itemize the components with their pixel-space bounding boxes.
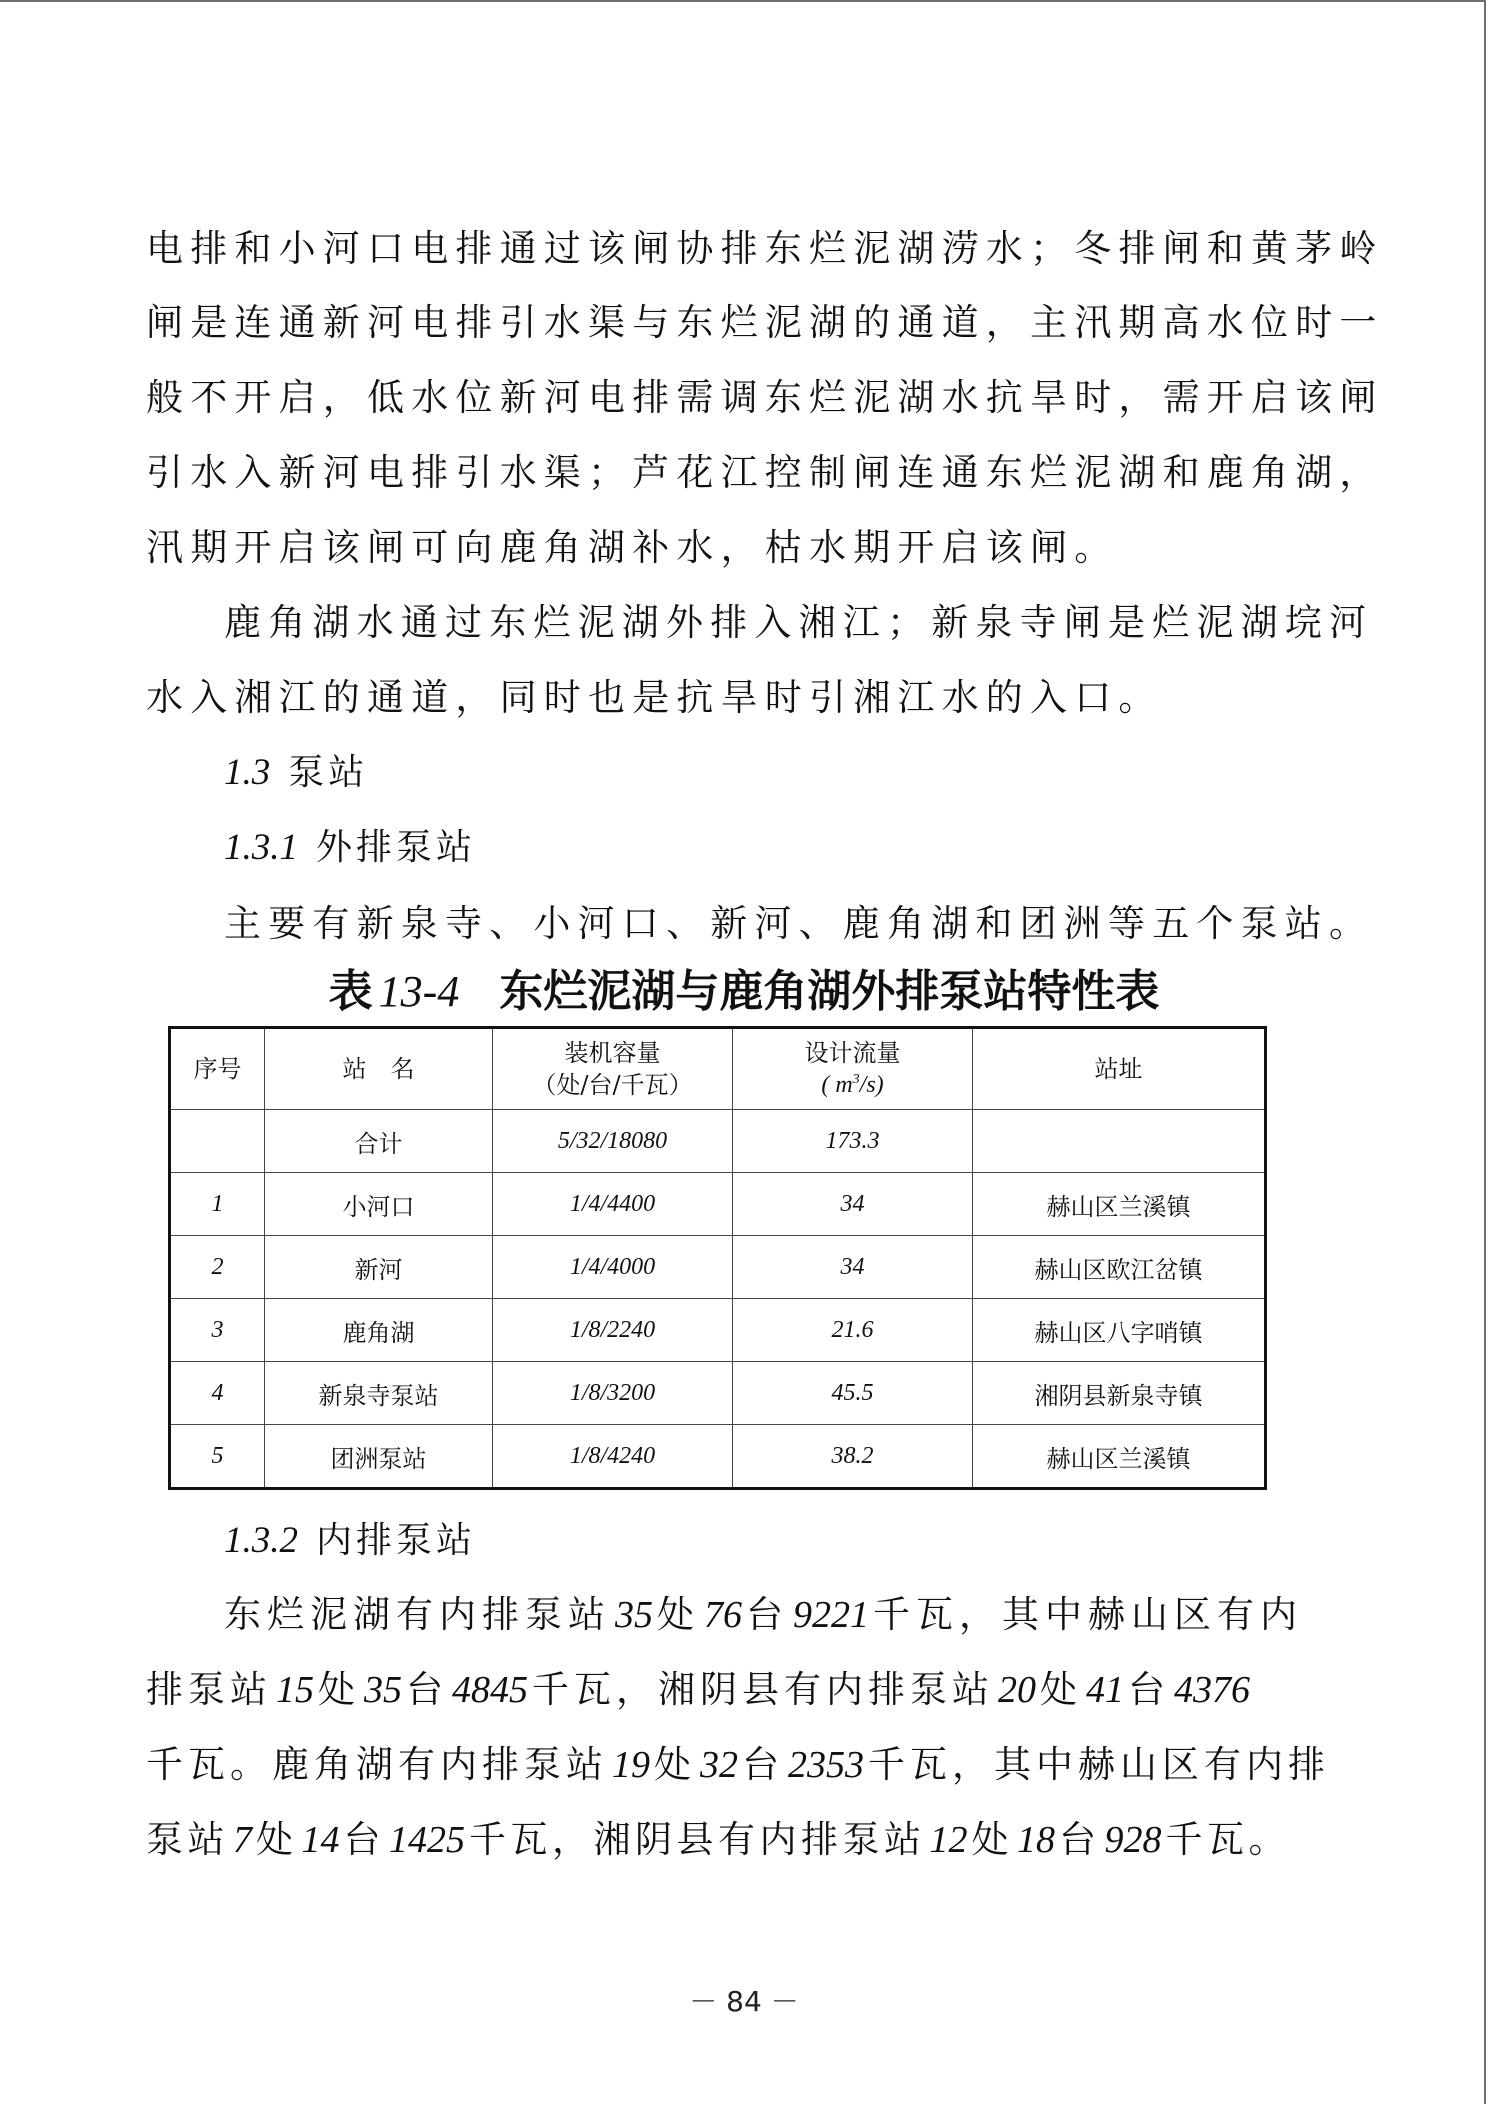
cell-seq: 2 [170, 1236, 265, 1299]
section-number: 1.3.1 [224, 827, 298, 868]
header-capacity-unit: （处/台/千瓦） [532, 1071, 693, 1099]
section-number: 1.3.2 [224, 1520, 298, 1561]
number-run: 7 [233, 1819, 252, 1861]
table-caption [0, 966, 1488, 1017]
header-capacity-title: 装机容量 [564, 1038, 661, 1067]
caption-label: 表 [328, 966, 373, 1017]
section-title: 内排泵站 [316, 1520, 477, 1561]
number-run: 35 [364, 1669, 402, 1711]
number-run: 15 [276, 1669, 314, 1711]
cell-flow: 38.2 [733, 1425, 973, 1489]
inner-pump-line-4 [146, 1818, 1290, 1861]
cell-site: 赫山区兰溪镇 [973, 1173, 1266, 1236]
text-run: 千瓦，湘阴县有内排泵站 [469, 1818, 926, 1861]
outer-pump-intro: 主要有新泉寺、小河口、新河、鹿角湖和团洲等五个泵站。 [224, 902, 1374, 945]
text-run: 千瓦。 [1165, 1818, 1290, 1861]
number-run: 2353 [788, 1744, 864, 1786]
text-run: 千瓦，湘阴县有内排泵站 [532, 1668, 994, 1711]
cell-name: 新泉寺泵站 [265, 1362, 493, 1425]
inner-pump-line-1 [224, 1593, 1303, 1636]
text-run: 处 [256, 1818, 298, 1861]
text-run: 千瓦，其中赫山区有内排 [868, 1743, 1330, 1786]
number-run: 35 [615, 1594, 653, 1636]
cell-flow: 34 [733, 1236, 973, 1299]
cell-seq: 4 [170, 1362, 265, 1425]
header-flow-unit [733, 1069, 972, 1101]
header-capacity [493, 1028, 733, 1110]
paragraph-1-line-2: 闸是连通新河电排引水渠与东烂泥湖的通道，主汛期高水位时一 [146, 301, 1384, 344]
text-run: 台 [1128, 1668, 1170, 1711]
cell-seq: 3 [170, 1299, 265, 1362]
cell-flow: 21.6 [733, 1299, 973, 1362]
cell-seq: 5 [170, 1425, 265, 1489]
text-run: 处 [654, 1743, 696, 1786]
number-run: 14 [301, 1819, 340, 1861]
number-run: 18 [1017, 1819, 1055, 1861]
table-row [170, 1425, 1266, 1489]
table-row-total [170, 1110, 1266, 1173]
header-name: 站 名 [265, 1028, 493, 1110]
cell-site [973, 1110, 1266, 1173]
cell-flow: 34 [733, 1173, 973, 1236]
number-run: 20 [998, 1669, 1036, 1711]
text-run: 处 [657, 1593, 700, 1636]
cell-site: 赫山区兰溪镇 [973, 1425, 1266, 1489]
caption-number: 13-4 [378, 967, 460, 1016]
text-run: 千瓦。鹿角湖有内排泵站 [146, 1743, 608, 1786]
number-run: 1425 [389, 1819, 465, 1861]
table-row [170, 1362, 1266, 1425]
text-run: 处 [318, 1668, 360, 1711]
paragraph-1-line-3: 般不开启，低水位新河电排需调东烂泥湖水抗旱时，需开启该闸 [146, 376, 1384, 419]
flow-unit-open: ( m [821, 1072, 853, 1098]
cell-name: 团洲泵站 [265, 1425, 493, 1489]
cell-flow: 173.3 [733, 1110, 973, 1173]
section-heading-1-3-1 [224, 829, 476, 866]
section-title: 泵站 [288, 752, 369, 793]
cell-seq: 1 [170, 1173, 265, 1236]
caption-title: 东烂泥湖与鹿角湖外排泵站特性表 [499, 966, 1160, 1017]
number-run: 4845 [452, 1669, 528, 1711]
number-run: 4376 [1174, 1669, 1250, 1711]
text-run: 处 [1040, 1668, 1082, 1711]
header-site: 站址 [973, 1028, 1266, 1110]
cell-name: 合计 [265, 1110, 493, 1173]
cell-site: 湘阴县新泉寺镇 [973, 1362, 1266, 1425]
cell-name: 新河 [265, 1236, 493, 1299]
number-run: 41 [1086, 1669, 1124, 1711]
cell-capacity: 1/8/4240 [493, 1425, 733, 1489]
text-run: 台 [406, 1668, 448, 1711]
paragraph-1-line-5: 汛期开启该闸可向鹿角湖补水，枯水期开启该闸。 [146, 526, 1119, 569]
text-run: 千瓦，其中赫山区有内 [873, 1593, 1303, 1636]
flow-unit-close: /s) [859, 1072, 884, 1098]
table-row [170, 1236, 1266, 1299]
number-run: 19 [612, 1744, 650, 1786]
text-run: 台 [742, 1743, 784, 1786]
paragraph-2-line-2: 水入湘江的通道，同时也是抗旱时引湘江水的入口。 [146, 676, 1163, 719]
table-row [170, 1299, 1266, 1362]
text-run: 东烂泥湖有内排泵站 [224, 1593, 611, 1636]
cell-capacity: 5/32/18080 [493, 1110, 733, 1173]
inner-pump-line-3 [146, 1743, 1330, 1786]
number-run: 12 [929, 1819, 968, 1861]
number-run: 76 [704, 1594, 742, 1636]
text-run: 台 [1059, 1818, 1101, 1861]
paragraph-1-line-1: 电排和小河口电排通过该闸协排东烂泥湖涝水；冬排闸和黄茅岭 [146, 227, 1384, 270]
cell-capacity: 1/4/4400 [493, 1173, 733, 1236]
cell-flow: 45.5 [733, 1362, 973, 1425]
cell-site: 赫山区八字哨镇 [973, 1299, 1266, 1362]
number-run: 928 [1104, 1819, 1162, 1861]
text-run: 处 [971, 1818, 1013, 1861]
text-run: 泵站 [146, 1818, 229, 1861]
section-heading-1-3 [224, 754, 368, 791]
cell-name: 小河口 [265, 1173, 493, 1236]
section-heading-1-3-2 [224, 1522, 476, 1559]
header-flow [733, 1028, 973, 1110]
inner-pump-line-2 [146, 1668, 1254, 1711]
cell-capacity: 1/8/2240 [493, 1299, 733, 1362]
text-run: 排泵站 [146, 1668, 272, 1711]
section-title: 外排泵站 [316, 827, 477, 868]
cell-seq [170, 1110, 265, 1173]
header-flow-title: 设计流量 [804, 1038, 901, 1067]
cell-site: 赫山区欧江岔镇 [973, 1236, 1266, 1299]
number-run: 32 [700, 1744, 738, 1786]
cell-capacity: 1/8/3200 [493, 1362, 733, 1425]
text-run: 台 [343, 1818, 385, 1861]
page-number: － 84 － [689, 1985, 799, 2018]
paragraph-2-line-1: 鹿角湖水通过东烂泥湖外排入湘江；新泉寺闸是烂泥湖垸河 [224, 601, 1374, 644]
cell-name: 鹿角湖 [265, 1299, 493, 1362]
paragraph-1-line-4: 引水入新河电排引水渠；芦花江控制闸连通东烂泥湖和鹿角湖， [146, 451, 1384, 494]
text-run: 台 [746, 1593, 789, 1636]
table-header-row [170, 1028, 1266, 1110]
header-seq: 序号 [170, 1028, 265, 1110]
pump-station-table [168, 1026, 1267, 1490]
flow-unit-sup: 3 [852, 1072, 860, 1087]
table-row [170, 1173, 1266, 1236]
cell-capacity: 1/4/4000 [493, 1236, 733, 1299]
section-number: 1.3 [224, 752, 271, 793]
number-run: 9221 [793, 1594, 869, 1636]
